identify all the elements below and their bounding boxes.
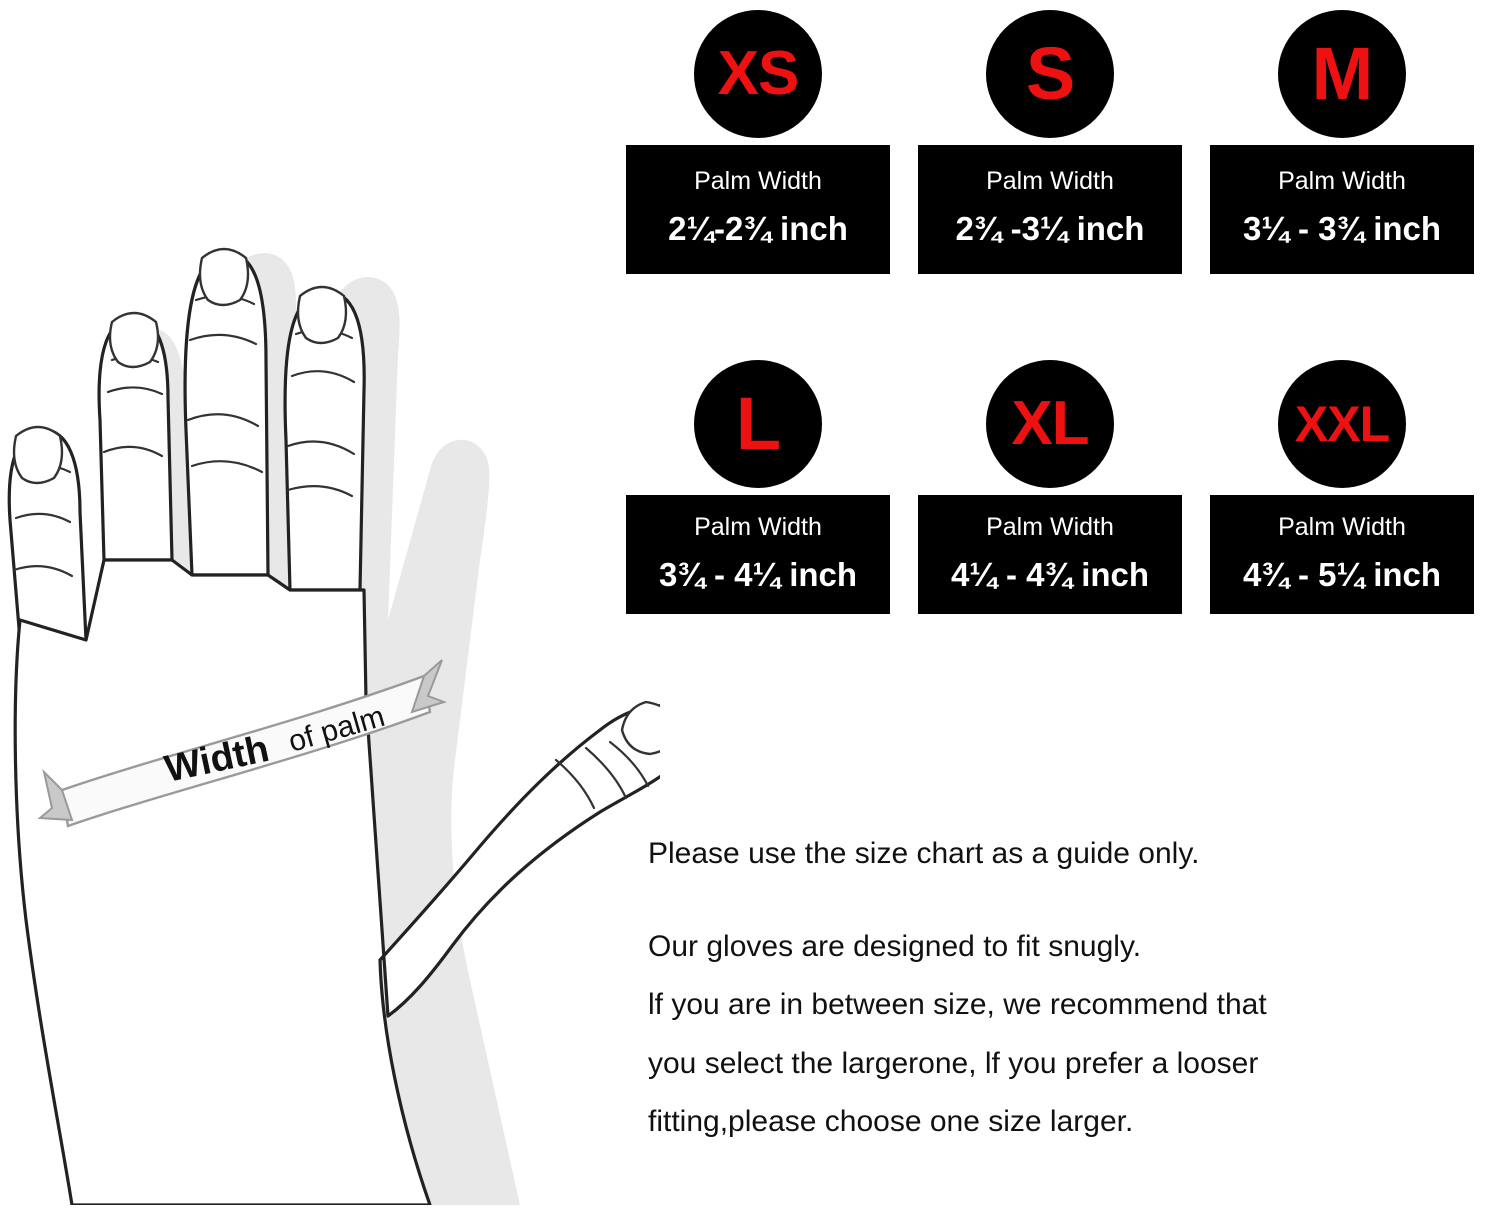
palm-width-value: 4¾ - 5¼ inch [1242,556,1442,593]
size-badge-s: S [986,10,1114,138]
palm-width-value: 4¼ - 4¾ inch [950,556,1150,593]
size-chart [620,10,1480,710]
width-label-light: of palm [284,699,389,759]
note-guide: Please use the size chart as a guide only. [648,837,1200,870]
size-badge-m: M [1278,10,1406,138]
hand-palm-width-diagram [0,0,660,1205]
size-box-xl [918,495,1182,614]
size-cell-xs [620,10,896,360]
size-badge-xl: XL [986,360,1114,488]
size-box-l [626,495,890,614]
palm-width-label: Palm Width [986,167,1114,195]
palm-width-value: 3¾ - 4¼ inch [658,556,858,593]
size-badge-xs: XS [694,10,822,138]
size-cell-s [912,10,1188,360]
note-line-4: fitting,please choose one size larger. [648,1105,1134,1138]
palm-width-value: 2¼-2¾ inch [668,210,848,247]
palm-width-label: Palm Width [694,167,822,195]
note-line-2: lf you are in between size, we recommend that [648,988,1267,1021]
size-badge-l: L [694,360,822,488]
size-box-xxl [1210,495,1474,614]
palm-width-label: Palm Width [694,513,822,541]
palm-width-value: 2¾ -3¼ inch [955,210,1145,247]
size-box-xs [626,145,890,274]
size-cell-l [620,360,896,710]
size-box-m [1210,145,1474,274]
hand-illustration-svg [0,0,660,1205]
palm-width-label: Palm Width [986,513,1114,541]
size-badge-xxl: XXL [1278,360,1406,488]
size-cell-xl [912,360,1188,710]
size-box-s [918,145,1182,274]
note-line-3: you select the largerone, lf you prefer a looser [648,1046,1259,1080]
size-cell-xxl [1204,360,1480,710]
palm-width-label: Palm Width [1278,167,1406,195]
size-guide-notes [648,825,1488,1152]
palm-width-label: Palm Width [1278,513,1406,541]
width-label-bold: Width [161,727,273,791]
size-cell-m [1204,10,1480,360]
note-line-1: Our gloves are designed to fit snugly. [648,929,1142,963]
palm-width-value: 3¼ - 3¾ inch [1242,210,1442,247]
